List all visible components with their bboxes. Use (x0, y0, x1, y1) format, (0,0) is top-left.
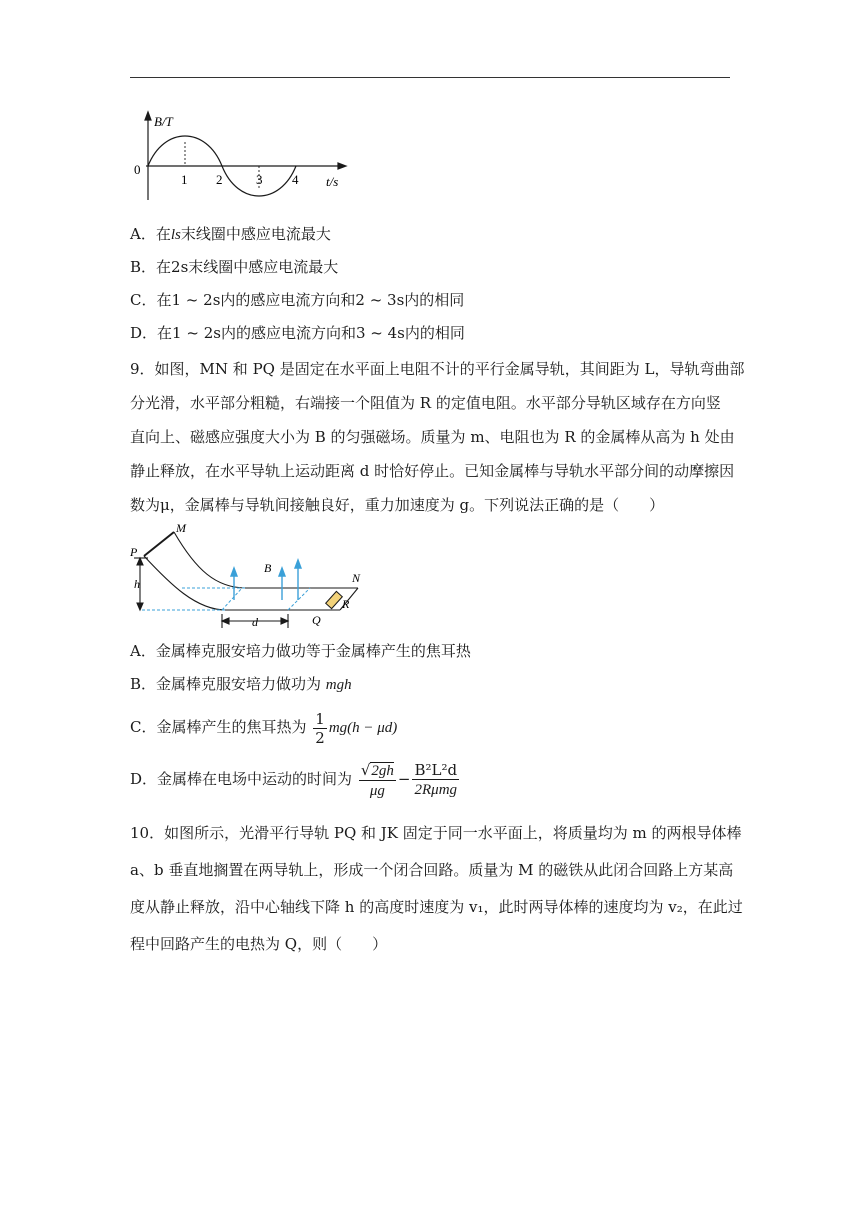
y-axis-label: B/T (154, 114, 173, 129)
y-axis-arrow (145, 112, 151, 120)
label-b: B (264, 561, 272, 575)
fraction-one-half: $\frac{1}{2}$ (315, 709, 325, 747)
h-arrow-up (137, 558, 143, 565)
q9-line-1: 9．如图，MN 和 PQ 是固定在水平面上电阻不计的平行金属导轨，其间距为 L，导轨弯曲部 (130, 360, 745, 378)
q10-line-2: a、b 垂直地搁置在两导轨上，形成一个闭合回路。质量为 M 的磁铁从此闭合回路上方某高 (130, 861, 734, 879)
q9-line-4: 静止释放，在水平导轨上运动距离 d 时恰好停止。已知金属棒与导轨水平部分间的动摩擦因 (130, 462, 735, 480)
dash-field-right (288, 588, 310, 610)
q9-option-c: C．金属棒产生的焦耳热为 $\frac{1}{2}$ mg(h − μd) (130, 709, 398, 747)
origin-label: 0 (134, 162, 141, 177)
b-field-arrow-1-head (231, 568, 237, 576)
q9-option-d: D．金属棒在电场中运动的时间为 $\frac{√2gh}{\mu g}$ − $\frac{\text{B²L²d}}{\text{2Rμmg}}$ (130, 760, 458, 799)
q9-line-3: 直向上、磁感应强度大小为 B 的匀强磁场。质量为 m、电阻也为 R 的金属棒从高为 h 处由 (130, 428, 735, 446)
tick-3: 3 (256, 172, 263, 187)
fraction-b2l2d: $\frac{\text{B²L²d}}{\text{2Rμmg}}$ (414, 761, 458, 798)
b-t-graph (128, 108, 358, 208)
q10-line-1: 10．如图所示，光滑平行导轨 PQ 和 JK 固定于同一水平面上，将质量均为 m 的两根导体棒 (130, 824, 742, 842)
resistor (326, 591, 343, 608)
rail-mn (174, 532, 358, 588)
label-h: h (134, 577, 140, 591)
q9-line-2: 分光滑，水平部分粗糙，右端接一个阻值为 R 的定值电阻。水平部分导轨区域存在方向竖 (130, 394, 721, 412)
q8-option-b: B．在2s末线圈中感应电流最大 (130, 258, 339, 276)
q9-option-a: A．金属棒克服安培力做功等于金属棒产生的焦耳热 (130, 642, 471, 660)
rail-pq (144, 556, 322, 610)
b-field-arrow-3-head (295, 560, 301, 568)
tick-4: 4 (292, 172, 299, 187)
dash-field-left (222, 588, 242, 610)
tick-1: 1 (181, 172, 188, 187)
q9-line-5: 数为μ，金属棒与导轨间接触良好，重力加速度为 g。下列说法正确的是（ ） (130, 496, 665, 514)
q8-option-d: D．在1 ~ 2s内的感应电流方向和3 ~ 4s内的相同 (130, 324, 465, 342)
b-field-arrow-2-head (279, 568, 285, 576)
x-axis-label: t/s (326, 174, 339, 189)
label-q: Q (312, 613, 321, 627)
header-rule (130, 77, 730, 78)
q9-option-b: B．金属棒克服安培力做功为 mgh (130, 675, 352, 693)
metal-bar (144, 532, 174, 556)
d-arrow-right (281, 618, 288, 624)
d-arrow-left (222, 618, 229, 624)
q9-stem (130, 352, 745, 522)
q8-option-c: C．在1 ~ 2s内的感应电流方向和2 ~ 3s内的相同 (130, 291, 465, 309)
q10-line-4: 程中回路产生的电热为 Q，则（ ） (130, 935, 388, 953)
x-axis-arrow (338, 163, 346, 169)
label-d: d (252, 615, 258, 629)
q8-option-a: A．在ls末线圈中感应电流最大 (130, 225, 331, 243)
q10-line-3: 度从静止释放，沿中心轴线下降 h 的高度时速度为 v₁，此时两导体棒的速度均为 v₂，在此过 (130, 898, 743, 916)
tick-2: 2 (216, 172, 223, 187)
label-n: N (352, 571, 361, 585)
label-m: M (176, 521, 186, 535)
resistor-box (326, 591, 343, 608)
label-r: R (342, 597, 350, 611)
q10-stem (130, 815, 743, 963)
h-arrow-down (137, 603, 143, 610)
label-p: P (130, 545, 138, 559)
rail-diagram (126, 520, 366, 632)
fraction-sqrt2gh-over-mug: $\frac{√2gh}{\mu g}$ (360, 760, 394, 799)
